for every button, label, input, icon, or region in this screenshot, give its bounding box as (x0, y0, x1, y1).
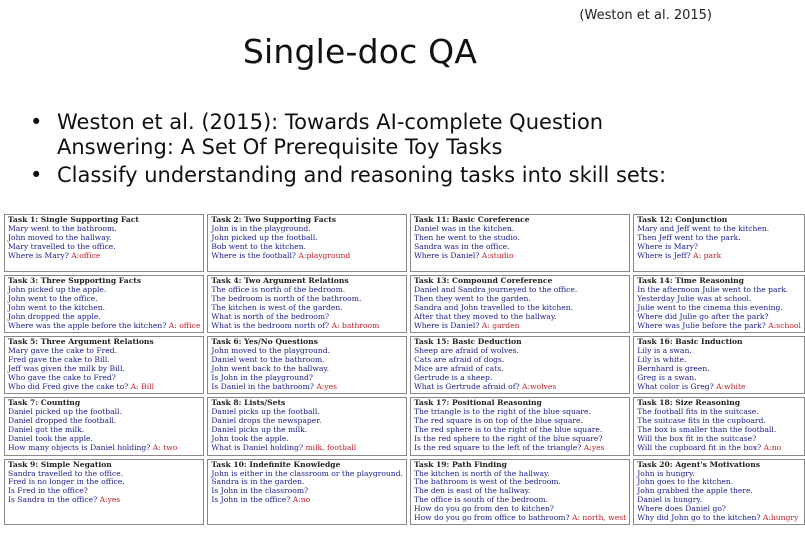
task-line-text: The box is smaller than the football. (637, 425, 777, 435)
task-answer: A: bathroom (331, 320, 380, 330)
task-line-text: Where was Julie before the park? (637, 320, 766, 330)
task-line-text: Where is Daniel? (413, 320, 480, 330)
task-line-text: The suitcase fits in the cupboard. (637, 416, 766, 426)
task-line (414, 252, 626, 261)
task-line-text: Daniel dropped the football. (8, 416, 117, 426)
task-line-text: What is Gertrude afraid of? (413, 381, 520, 391)
task-line-text: Where is Mary? (8, 250, 69, 260)
task-line-text: How do you go from den to kitchen? (413, 504, 554, 514)
task-line-text: Why did John go to the kitchen? (637, 513, 761, 523)
task-line-text: Daniel picks up the football. (211, 407, 320, 417)
task-line-text: Mary and Jeff went to the kitchen. (637, 223, 770, 233)
task-line-text: John moved to the hallway. (8, 232, 112, 242)
task-answer: A:school (768, 320, 801, 330)
task-line-text: Fred is no longer in the office. (8, 477, 125, 487)
task-line-text: Greg is a swan. (637, 372, 697, 382)
task-answer: A:studio (481, 250, 514, 260)
task-example (4, 397, 204, 455)
task-answer: A: Bill (130, 381, 154, 391)
task-line (8, 252, 200, 261)
task-example (4, 214, 204, 272)
task-example (410, 397, 630, 455)
task-answer: A:yes (583, 443, 605, 453)
task-line-text: Will the box fit in the suitcase? (637, 434, 757, 444)
slide-title: Single-doc QA (242, 32, 478, 71)
task-example (410, 459, 630, 525)
task-answer: A: office (168, 320, 201, 330)
bullet-dot-icon: • (30, 110, 43, 134)
task-line-text: Mary travelled to the office. (8, 241, 116, 251)
task-line-text: Daniel picked up the football. (8, 407, 122, 417)
task-line-text: What is north of the bedroom? (211, 311, 330, 321)
task-answer: A:playground (298, 250, 351, 260)
task-line-text: The bedroom is north of the bathroom. (211, 293, 362, 303)
task-line (8, 322, 200, 331)
task-line-text: What is Daniel holding? (211, 443, 304, 453)
task-line-text: How many objects is Daniel holding? (8, 443, 151, 453)
task-line-text: Who gave the cake to Fred? (8, 372, 116, 382)
task-example (207, 214, 407, 272)
task-line-text: Daniel went to the bathroom. (211, 355, 325, 365)
task-line-text: John went to the kitchen. (8, 302, 106, 312)
bullet-item (30, 163, 710, 188)
task-title: Task 11: Basic Coreference (413, 215, 530, 224)
task-line (211, 383, 403, 392)
task-example (633, 336, 805, 394)
task-line (637, 514, 801, 523)
task-answer: A:wolves (522, 381, 557, 391)
task-line-text: Lily is white. (637, 355, 687, 365)
task-line-text: Yesterday Julie was at school. (637, 293, 752, 303)
task-line (637, 444, 801, 453)
task-answer: A:no (763, 443, 782, 453)
task-line-text: Daniel drops the newspaper. (211, 416, 322, 426)
task-line-text: Bernhard is green. (637, 364, 710, 374)
task-line-text: Is John in the playground? (211, 372, 313, 382)
task-answer: A: garden (481, 320, 520, 330)
task-line (211, 252, 403, 261)
task-title: Task 1: Single Supporting Fact (8, 215, 139, 224)
task-line-text: Sheep are afraid of wolves. (413, 346, 519, 356)
task-line-text: Daniel and Sandra journeyed to the office. (413, 285, 578, 295)
task-answer: A:yes (99, 495, 121, 505)
task-line-text: Daniel was in the kitchen. (413, 223, 515, 233)
task-line-text: Sandra and John travelled to the kitchen. (413, 302, 574, 312)
task-line-text: The office is north of the bedroom. (211, 285, 346, 295)
task-line-text: Where does Daniel go? (637, 504, 726, 514)
task-line-text: Is John in the office? (211, 495, 291, 505)
task-title: Task 12: Conjunction (637, 215, 728, 224)
task-line (211, 322, 403, 331)
citation: (Weston et al. 2015) (579, 8, 712, 23)
task-line (8, 383, 200, 392)
task-line-text: The kitchen is north of the hallway. (413, 468, 550, 478)
task-line-text: Where is Jeff? (637, 250, 691, 260)
task-line-text: John went to the office. (8, 293, 98, 303)
task-line-text: John is hungry. (637, 468, 695, 478)
task-title: Task 2: Two Supporting Facts (211, 215, 337, 224)
task-line-text: Is John in the classroom? (211, 486, 309, 496)
task-example (4, 459, 204, 525)
task-line-text: Bob went to the kitchen. (211, 241, 307, 251)
task-line-text: Is the red square to the left of the triangle? (413, 443, 582, 453)
task-line-text: John moved to the playground. (211, 346, 331, 356)
task-line (8, 444, 200, 453)
task-line-text: Sandra travelled to the office. (8, 468, 124, 478)
task-line-text: Cats are afraid of dogs. (413, 355, 505, 365)
task-answer: A:hungry (762, 513, 799, 523)
task-example (410, 275, 630, 333)
task-line-text: The kitchen is west of the garden. (211, 302, 343, 312)
task-line-text: John is either in the classroom or the playground. (211, 468, 403, 478)
task-answer: milk, football (305, 443, 357, 453)
task-line-text: Where did Julie go after the park? (637, 311, 769, 321)
task-line-text: John grabbed the apple there. (637, 486, 753, 496)
task-line-text: Sandra was in the office. (413, 241, 510, 251)
task-line-text: Daniel is hungry. (637, 495, 703, 505)
task-line-text: John picked up the football. (211, 232, 318, 242)
task-line-text: What is the bedroom north of? (211, 320, 330, 330)
task-line-text: Fred gave the cake to Bill. (8, 355, 110, 365)
task-line-text: Where is the football? (211, 250, 296, 260)
task-example (207, 459, 407, 525)
task-line-text: Who did Fred give the cake to? (8, 381, 129, 391)
task-example (207, 397, 407, 455)
task-line (637, 383, 801, 392)
task-line (414, 383, 626, 392)
task-title: Task 5: Three Argument Relations (8, 337, 154, 347)
bullet-text: Weston et al. (2015): Towards AI-complete Question Answering: A Set Of Prerequisite Toy Tasks (57, 110, 604, 159)
task-example (633, 459, 805, 525)
task-line-text: Mary gave the cake to Fred. (8, 346, 118, 356)
task-line (211, 496, 403, 505)
task-answer: A:yes (316, 381, 338, 391)
task-answer: A: park (693, 250, 722, 260)
task-line-text: John dropped the apple. (8, 311, 101, 321)
task-title: Task 4: Two Argument Relations (211, 276, 349, 286)
task-example (207, 336, 407, 394)
bullet-item (30, 110, 710, 160)
task-example (633, 397, 805, 455)
task-line-text: What color is Greg? (637, 381, 714, 391)
task-line-text: In the afternoon Julie went to the park. (637, 285, 789, 295)
task-title: Task 16: Basic Induction (637, 337, 743, 347)
task-line-text: Mice are afraid of cats. (413, 364, 504, 374)
task-title: Task 7: Counting (8, 398, 81, 408)
task-line-text: John picked up the apple. (8, 285, 107, 295)
task-line-text: After that they moved to the hallway. (413, 311, 557, 321)
task-line (414, 514, 626, 523)
task-answer: A: north, west (571, 513, 627, 523)
task-line-text: John took the apple. (211, 434, 289, 444)
task-line-text: The football fits in the suitcase. (637, 407, 759, 417)
task-example (410, 214, 630, 272)
task-line-text: Is the red sphere to the right of the blue square? (413, 434, 603, 444)
task-line-text: The red sphere is to the right of the blue square. (413, 425, 603, 435)
task-title: Task 3: Three Supporting Facts (8, 276, 142, 286)
task-answer: A:no (292, 495, 311, 505)
task-example (4, 275, 204, 333)
task-line (414, 444, 626, 453)
task-line-text: Lily is a swan. (637, 346, 692, 356)
task-line (414, 322, 626, 331)
task-answer: A: two (152, 443, 178, 453)
task-line-text: John is in the playground. (211, 223, 311, 233)
task-title: Task 10: Indefinite Knowledge (211, 459, 341, 469)
task-line-text: Where is Daniel? (413, 250, 480, 260)
task-line-text: The red square is on top of the blue square. (413, 416, 583, 426)
task-line-text: Then they went to the garden. (413, 293, 531, 303)
task-line-text: Mary went to the bathroom. (8, 223, 117, 233)
task-title: Task 20: Agent's Motivations (637, 459, 761, 469)
task-line (8, 496, 200, 505)
task-line-text: Is Daniel in the bathroom? (211, 381, 314, 391)
task-line (637, 322, 801, 331)
task-example (633, 275, 805, 333)
task-line-text: Is Sandra in the office? (8, 495, 98, 505)
task-line-text: John went back to the hallway. (211, 364, 330, 374)
task-examples-table (4, 214, 801, 525)
task-line-text: Daniel took the apple. (8, 434, 93, 444)
task-title: Task 14: Time Reasoning (637, 276, 744, 286)
task-line (637, 252, 801, 261)
task-line-text: How do you go from office to bathroom? (413, 513, 570, 523)
task-line-text: Then he went to the studio. (413, 232, 520, 242)
bullet-text: Classify understanding and reasoning tasks into skill sets: (57, 163, 667, 187)
task-line-text: Will the cupboard fit in the box? (637, 443, 762, 453)
task-title: Task 9: Simple Negation (8, 459, 112, 469)
task-line-text: The office is south of the bedroom. (413, 495, 549, 505)
task-line-text: Where was the apple before the kitchen? (8, 320, 167, 330)
task-answer: A:white (716, 381, 746, 391)
task-line-text: Julie went to the cinema this evening. (637, 302, 783, 312)
task-title: Task 17: Positional Reasoning (413, 398, 542, 408)
task-line-text: Gertrude is a sheep. (413, 372, 493, 382)
task-example (4, 336, 204, 394)
bullet-dot-icon: • (30, 163, 43, 187)
task-title: Task 15: Basic Deduction (413, 337, 522, 347)
task-line-text: Where is Mary? (637, 241, 698, 251)
task-title: Task 18: Size Reasoning (637, 398, 741, 408)
task-line-text: Daniel got the milk. (8, 425, 85, 435)
task-line-text: Is Fred in the office? (8, 486, 88, 496)
task-example (410, 336, 630, 394)
task-line-text: Sandra is in the garden. (211, 477, 305, 487)
task-example (633, 214, 805, 272)
task-line-text: The bathroom is west of the bedroom. (413, 477, 561, 487)
task-title: Task 8: Lists/Sets (211, 398, 286, 408)
bullet-list (30, 110, 710, 191)
task-example (207, 275, 407, 333)
task-line-text: The den is east of the hallway. (413, 486, 531, 496)
task-line (211, 444, 403, 453)
task-line-text: John goes to the kitchen. (637, 477, 734, 487)
task-line-text: The triangle is to the right of the blue square. (413, 407, 591, 417)
task-title: Task 19: Path Finding (413, 459, 507, 469)
task-line-text: Daniel picks up the milk. (211, 425, 308, 435)
task-title: Task 13: Compound Coreference (413, 276, 553, 286)
task-answer: A:office (71, 250, 101, 260)
task-line-text: Then Jeff went to the park. (637, 232, 741, 242)
task-line-text: Jeff was given the milk by Bill. (8, 364, 125, 374)
task-title: Task 6: Yes/No Questions (211, 337, 318, 347)
